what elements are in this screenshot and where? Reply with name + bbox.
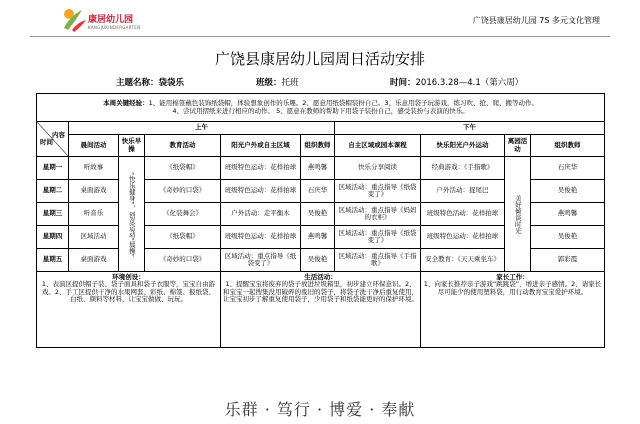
row-day: 星期一: [37, 157, 69, 180]
cell-outdoor-am: 班级特色运动：花样拍球: [221, 226, 301, 249]
class-label: 班级：: [256, 78, 282, 88]
time-label: 时间：: [390, 78, 416, 88]
schedule-table: [36, 93, 605, 348]
corner-bottom: 时间: [40, 138, 53, 146]
corner-top: 内容: [52, 130, 65, 139]
environment-title: 环境创设：: [112, 273, 145, 281]
am-header: 上午: [69, 122, 335, 135]
time-field: [390, 76, 523, 88]
cell-teacher2: 石庆华: [531, 157, 605, 180]
cell-morning: 区域活动: [69, 226, 119, 249]
life-activity-text: 1、提醒宝宝将废弃的袋子放进垃圾箱里，初步建立环保意识。2、和宝宝一起搜集没用破碎的废旧的袋子，将袋子洗干净后重复使用，让宝宝初步了解重复使用袋子，少用袋子和纸袋能更好的保护环境。: [223, 280, 418, 304]
theme-label: 主题名称：: [116, 78, 159, 88]
pm-header: 下午: [335, 122, 605, 135]
cell-teacher2: 吴俊艳: [531, 180, 605, 203]
cell-autonomous: 区域活动：重点指导《纸袋变了》: [335, 180, 421, 203]
cell-outdoor-pm: 班级特色活动：花样拍球: [421, 203, 505, 226]
cell-teaching: 《奇妙的口袋》: [145, 180, 221, 203]
life-activity-cell: [221, 272, 421, 348]
class-value: 托班: [281, 78, 299, 88]
leave-text: 美好倾谈时光: [513, 194, 522, 234]
kindergarten-logo-icon: [60, 6, 88, 32]
cell-teacher: 燕鸣馨: [301, 226, 335, 249]
col-teacher: 组织教师: [301, 135, 335, 157]
header-right-text: 广饶县康居幼儿园 7S 多元文化管理: [472, 16, 600, 25]
col-autonomous: 自主区域或园本课程: [335, 135, 421, 157]
corner-header: [37, 122, 69, 157]
cell-teaching: 《纸袋帽》: [145, 157, 221, 180]
cell-autonomous: 快乐分享阅读: [335, 157, 421, 180]
happy-exercise-text: “快乐健身”，创意运动“晨操”: [127, 171, 136, 257]
logo-subtitle: KANGJUKINDERGARTEN: [88, 25, 141, 30]
cell-teaching: 《化装舞会》: [145, 203, 221, 226]
cell-outdoor-pm: 班级特色运动：花样拍球: [421, 226, 505, 249]
cell-outdoor-am: 户外活动：走平衡木: [221, 203, 301, 226]
parent-work-text: 1、向家长推荐亲子游戏“跳跳袋”，增进亲子感情。2、请家长尽可能少的使用塑料袋，用行动教育宝宝爱护环境。: [423, 280, 602, 296]
leave-cell: [505, 157, 531, 272]
parent-work-title: 家长工作：: [496, 273, 529, 281]
parent-work-cell: [421, 272, 605, 348]
cell-autonomous: 区域活动：重点指导《手指歌》: [335, 249, 421, 272]
col-teacher2: 组织教师: [531, 135, 605, 157]
cell-outdoor-pm: 经典游戏：《手指歌》: [421, 157, 505, 180]
cell-autonomous: 区域活动：重点指导《纸袋变了》: [335, 226, 421, 249]
cell-autonomous: 区域活动：重点指导《妈妈的衣柜》: [335, 203, 421, 226]
cell-morning: 听音乐: [69, 203, 119, 226]
happy-exercise-cell: [119, 157, 145, 272]
row-day: 星期五: [37, 249, 69, 272]
cell-teacher2: 郭彩霞: [531, 249, 605, 272]
header-divider: [30, 36, 610, 37]
slogan: 乐群 · 笃行 · 博爱 · 奉献: [224, 400, 416, 419]
cell-teacher: 吴俊艳: [301, 203, 335, 226]
row-day: 星期二: [37, 180, 69, 203]
cell-teacher2: 燕鸣馨: [531, 203, 605, 226]
cell-outdoor-am: 班级特色运动：花样拍球: [221, 157, 301, 180]
table-row: [37, 157, 605, 180]
class-field: [256, 76, 299, 88]
page-title: 广饶县康居幼儿园周日活动安排: [214, 50, 425, 68]
environment-text: 1、表演区提供帽子装、袋子面具和袋子衣服等，宝宝自由游戏。2、手工区提供干净的水果网套、彩纸、棉签、报纸袋、白纸、颜料等材料，让宝宝做做、玩玩。: [41, 280, 216, 304]
cell-teacher2: 吴俊艳: [531, 226, 605, 249]
cell-morning: 桌面游戏: [69, 180, 119, 203]
cell-morning: 听故事: [69, 157, 119, 180]
life-activity-title: 生活活动：: [304, 273, 337, 281]
cell-teacher: 吴俊艳: [301, 249, 335, 272]
cell-teaching: 《奇妙的口袋》: [145, 249, 221, 272]
key-experience-label: 本周关键经验：: [103, 99, 149, 108]
cell-morning: 桌面游戏: [69, 249, 119, 272]
cell-teacher: 燕鸣馨: [301, 157, 335, 180]
col-morning: 晨间活动: [69, 135, 119, 157]
col-happy-exercise: 快乐早操: [119, 135, 145, 157]
page-header: [0, 0, 640, 36]
cell-outdoor-am: 班级特色运动：花样拍球: [221, 180, 301, 203]
theme-value: 袋袋乐: [158, 78, 185, 88]
key-experience-line1: 1、能用棉签蘸色装饰纸袋帽，体验想象创作的乐趣。2、愿意用纸袋帽装扮自己。3、乐意用袋子玩游戏，练习吹、抢、爬、搬等动作。: [148, 99, 539, 108]
row-day: 星期四: [37, 226, 69, 249]
theme-field: [116, 76, 184, 88]
col-leave: 离园活动: [505, 135, 531, 157]
environment-cell: [37, 272, 221, 348]
row-day: 星期三: [37, 203, 69, 226]
time-value: 2016.3.28—4.1（第六周）: [415, 78, 524, 88]
key-experience-line2: 4、尝试用摺纸来进行相应的动作。 5、愿意在教师的帮助下用袋子装扮自己，感受装扮与表演的快乐。: [172, 106, 469, 115]
col-outdoor-am: 阳光户外或自主区域: [221, 135, 301, 157]
cell-outdoor-pm: 户外活动：捉尾巴: [421, 180, 505, 203]
cell-outdoor-pm: 安全教育：《天天乘坐车》: [421, 249, 505, 272]
logo-name: 康居幼儿园: [88, 15, 134, 25]
cell-outdoor-am: 区域活动：重点指导《纸袋变了》: [221, 249, 301, 272]
cell-teaching: 《纸袋帽》: [145, 226, 221, 249]
col-teaching: 教育活动: [145, 135, 221, 157]
col-outdoor-pm: 快乐阳光户外运动: [421, 135, 505, 157]
key-experience-cell: [37, 94, 605, 122]
cell-teacher: 石庆华: [301, 180, 335, 203]
